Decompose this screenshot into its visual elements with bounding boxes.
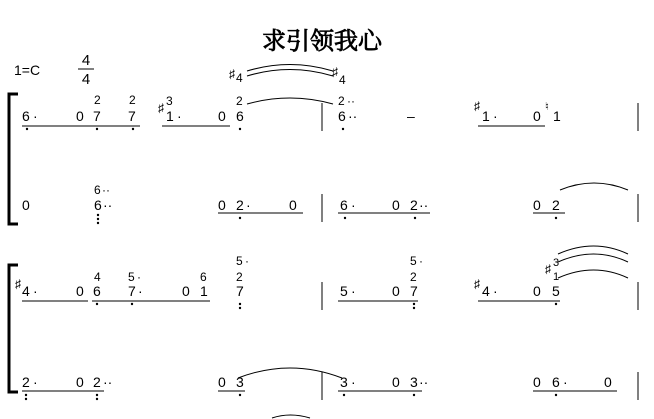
sharp-sign: ♯: [474, 277, 480, 291]
chord-upper: 6: [200, 270, 207, 284]
chord-upper: 2: [236, 270, 243, 284]
chord-upper: 2: [236, 94, 243, 108]
dash: –: [407, 108, 415, 124]
tied-note: 4: [339, 73, 346, 87]
note: 6: [93, 283, 101, 299]
rest: 0: [392, 197, 400, 213]
note: 2: [236, 197, 244, 213]
note: 4: [22, 283, 30, 299]
slurs: [238, 65, 628, 419]
chord-upper: 5: [236, 254, 243, 268]
note-dot: ·: [137, 270, 141, 284]
note: 6: [338, 108, 346, 124]
dots: ··: [103, 197, 113, 213]
note-dot: ·: [33, 374, 38, 390]
note: 1: [166, 108, 174, 124]
chord-upper: 2: [338, 94, 345, 108]
dots: ··: [102, 183, 110, 197]
note-dot: ·: [177, 108, 182, 124]
rest: 0: [76, 108, 84, 124]
note: 7: [236, 283, 244, 299]
song-title: 求引领我心: [262, 27, 382, 55]
note-dot: ·: [33, 283, 38, 299]
sharp-sign: ♯: [474, 99, 480, 113]
rest: 0: [392, 374, 400, 390]
chord-upper: 2: [410, 270, 417, 284]
time-signature-top: 4: [81, 52, 91, 69]
rest: 0: [533, 283, 541, 299]
system-2-bottom-voice: [22, 374, 612, 390]
note: 7: [93, 108, 101, 124]
note: 7: [128, 108, 136, 124]
note: 3: [340, 374, 348, 390]
note-dot: ·: [351, 283, 356, 299]
rest: 0: [604, 374, 612, 390]
note-dot: ·: [351, 374, 356, 390]
note: 6: [22, 108, 30, 124]
natural-sign: ♮: [545, 101, 549, 113]
note: 7: [410, 283, 418, 299]
note-dot: ·: [245, 254, 249, 268]
note-dot: ·: [563, 374, 568, 390]
octave-dots: [26, 128, 344, 130]
note: 6: [552, 374, 560, 390]
dots: ··: [419, 374, 429, 390]
beams: [22, 126, 617, 391]
note: 3: [410, 374, 418, 390]
note-dot: ·: [138, 283, 143, 299]
note-dot: ·: [493, 283, 498, 299]
rest: 0: [76, 374, 84, 390]
rest: 0: [289, 197, 297, 213]
note: 1: [200, 283, 208, 299]
note: 6: [94, 197, 102, 213]
note: 3: [236, 374, 244, 390]
rest: 0: [22, 197, 30, 213]
note: 6: [340, 197, 348, 213]
note: 6: [236, 108, 244, 124]
bar-lines: [322, 103, 638, 400]
chord-upper: 2: [94, 93, 101, 107]
system-1-top-voice: [22, 65, 561, 124]
tied-note: 4: [236, 71, 243, 85]
note: 2: [22, 374, 30, 390]
chord-upper: 5: [410, 254, 417, 268]
chord-upper: 1: [553, 271, 560, 283]
chord-upper: 5: [128, 270, 135, 284]
system-2-top-voice: [15, 254, 560, 299]
sharp-sign: ♯: [15, 277, 21, 291]
chord-upper: 2: [129, 93, 136, 107]
system-bracket-1: [9, 94, 18, 224]
rest: 0: [182, 283, 190, 299]
key-signature: 1=C: [14, 62, 41, 78]
note-dot: ·: [33, 108, 38, 124]
rest: 0: [533, 374, 541, 390]
dots: ··: [419, 197, 429, 213]
rest: 0: [218, 374, 226, 390]
rest: 0: [533, 108, 541, 124]
chord-upper: 3: [166, 94, 173, 108]
note: 2: [93, 374, 101, 390]
chord-upper: 3: [553, 257, 560, 269]
note: 2: [552, 197, 560, 213]
chord-upper: 6: [94, 183, 101, 197]
note-dot: ·: [493, 108, 498, 124]
dots: ··: [348, 108, 358, 124]
rest: 0: [218, 108, 226, 124]
chord-upper: 4: [94, 270, 101, 284]
octave-dots: [97, 214, 557, 224]
sharp-sign: ♯: [545, 262, 551, 276]
octave-dots: [96, 303, 557, 309]
dots: ··: [347, 94, 355, 108]
rest: 0: [392, 283, 400, 299]
system-1-bottom-voice: [22, 183, 560, 213]
time-signature: [78, 52, 94, 88]
note-dot: ·: [246, 197, 251, 213]
note-dot: ·: [419, 254, 423, 268]
note: 2: [410, 197, 418, 213]
note: 4: [482, 283, 490, 299]
rest: 0: [76, 283, 84, 299]
note: 1: [482, 108, 490, 124]
note: 5: [552, 283, 560, 299]
sharp-sign: ♯: [158, 101, 164, 115]
dots: ··: [103, 374, 113, 390]
note: 7: [128, 283, 136, 299]
note-dot: ·: [351, 197, 356, 213]
time-signature-bottom: 4: [81, 71, 91, 88]
octave-dots: [25, 394, 557, 400]
rest: 0: [533, 197, 541, 213]
note: 5: [340, 283, 348, 299]
sharp-sign: ♯: [332, 65, 338, 79]
sharp-sign: ♯: [229, 67, 235, 81]
rest: 0: [218, 197, 226, 213]
note: 1: [553, 108, 561, 124]
